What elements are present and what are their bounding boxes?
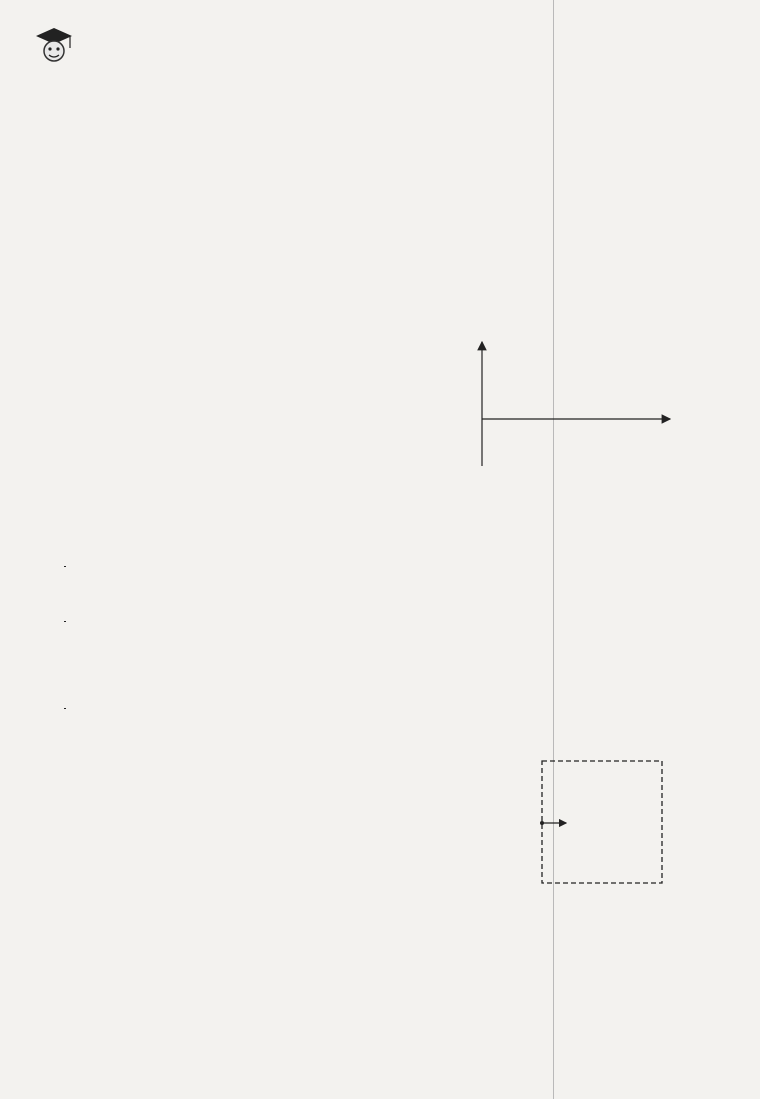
velocity-time-chart — [420, 336, 690, 470]
field-boundary-square — [542, 761, 662, 883]
mortarboard-mascot-icon — [34, 26, 74, 68]
q9-option-a-fraction — [64, 566, 66, 567]
page-fold-line — [553, 0, 554, 1099]
q9-option-d-fraction — [64, 708, 66, 709]
q9-option-b — [62, 603, 68, 637]
q9-option-a — [62, 548, 68, 582]
q9-option-d — [62, 690, 68, 724]
magnetic-field-figure — [520, 758, 670, 888]
q9-option-b-fraction — [64, 621, 66, 622]
